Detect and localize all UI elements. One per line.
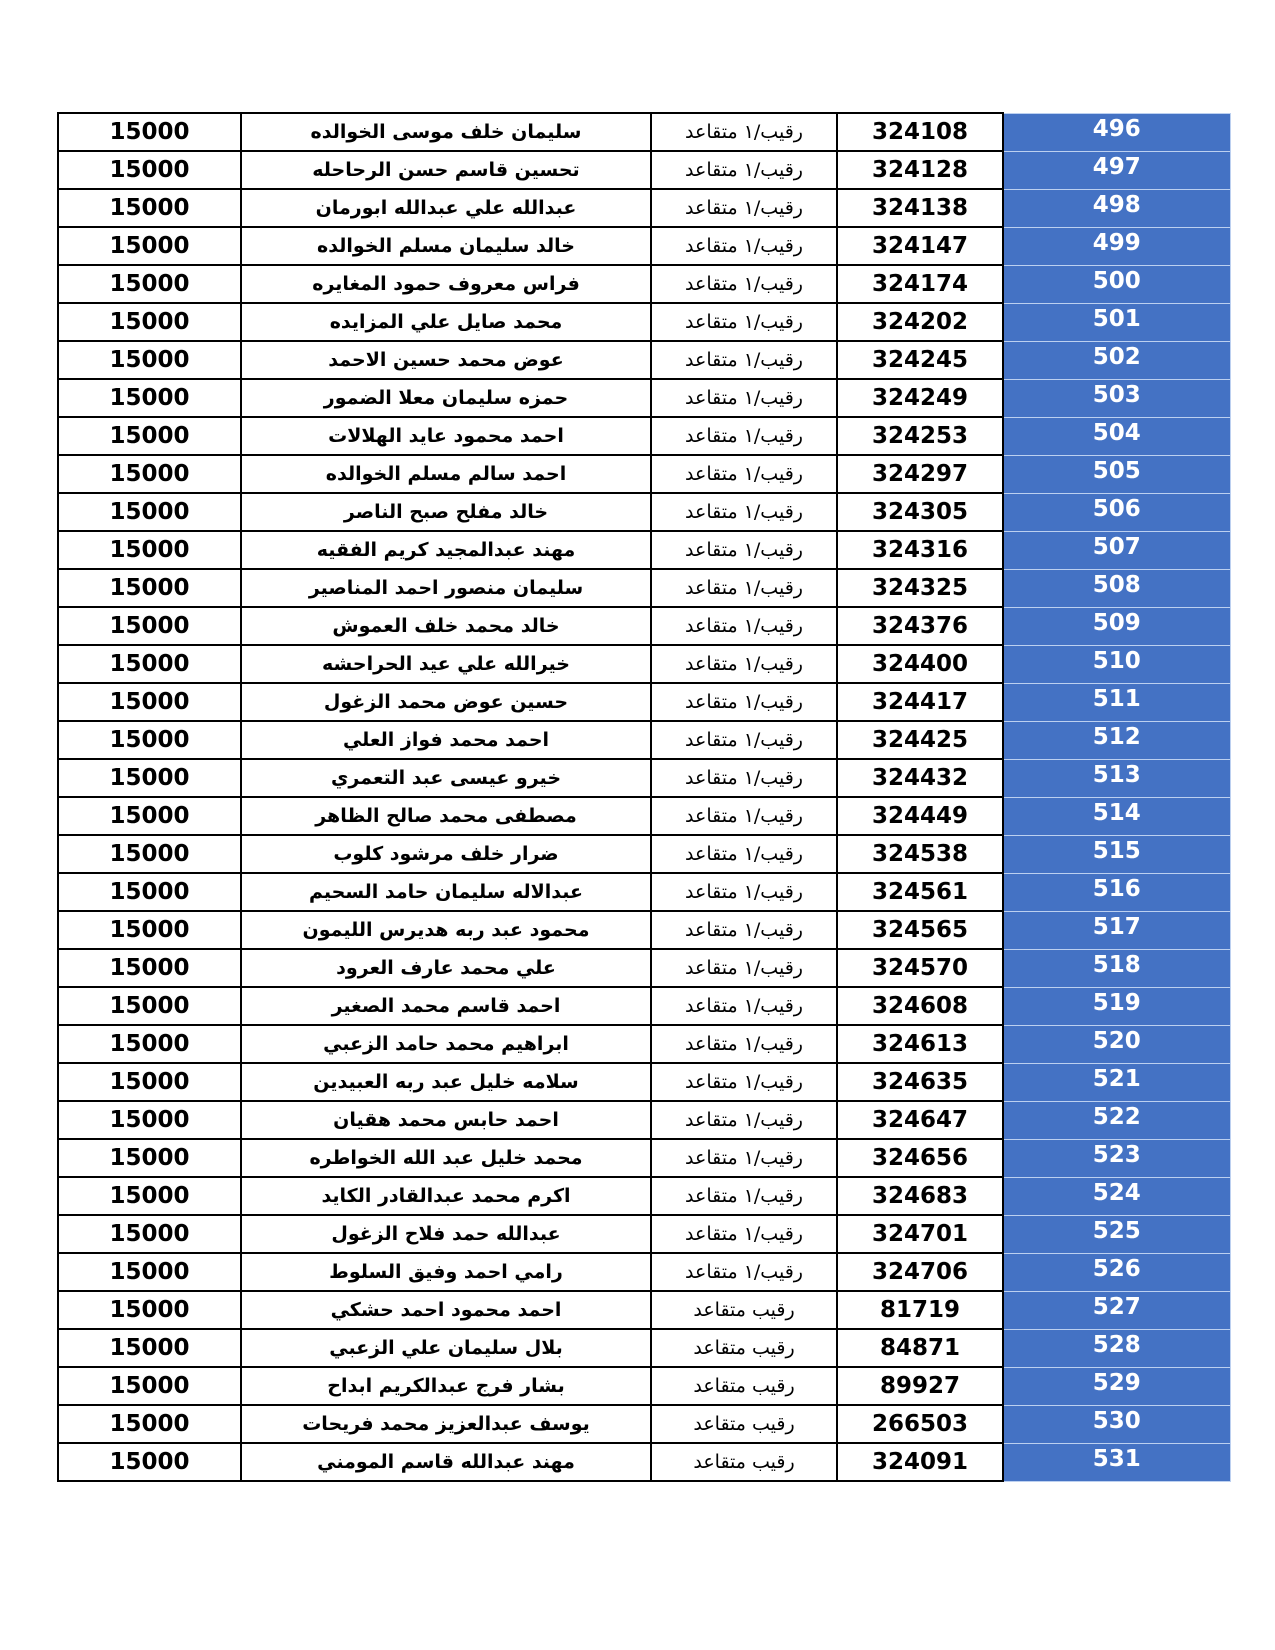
sequence-cell: 507 bbox=[1003, 531, 1230, 569]
name-cell: ضرار خلف مرشود كلوب bbox=[241, 835, 651, 873]
sequence-cell: 526 bbox=[1003, 1253, 1230, 1291]
table-row bbox=[58, 721, 1230, 759]
name-cell: بلال سليمان علي الزعبي bbox=[241, 1329, 651, 1367]
sequence-cell: 516 bbox=[1003, 873, 1230, 911]
amount-cell: 15000 bbox=[58, 1063, 241, 1101]
sequence-cell: 521 bbox=[1003, 1063, 1230, 1101]
id-number-cell: 324325 bbox=[837, 569, 1003, 607]
beneficiaries-table bbox=[57, 112, 1231, 1482]
id-number-cell: 324245 bbox=[837, 341, 1003, 379]
rank-cell: رقيب متقاعد bbox=[651, 1291, 837, 1329]
rank-cell: رقيب/١ متقاعد bbox=[651, 493, 837, 531]
name-cell: مصطفى محمد صالح الظاهر bbox=[241, 797, 651, 835]
id-number-cell: 324635 bbox=[837, 1063, 1003, 1101]
amount-cell: 15000 bbox=[58, 1101, 241, 1139]
sequence-cell: 498 bbox=[1003, 189, 1230, 227]
id-number-cell: 324425 bbox=[837, 721, 1003, 759]
amount-cell: 15000 bbox=[58, 1025, 241, 1063]
name-cell: احمد محمود احمد حشكي bbox=[241, 1291, 651, 1329]
table-row bbox=[58, 1329, 1230, 1367]
id-number-cell: 324128 bbox=[837, 151, 1003, 189]
rank-cell: رقيب/١ متقاعد bbox=[651, 113, 837, 151]
sequence-cell: 497 bbox=[1003, 151, 1230, 189]
rank-cell: رقيب/١ متقاعد bbox=[651, 455, 837, 493]
table-row bbox=[58, 227, 1230, 265]
id-number-cell: 324174 bbox=[837, 265, 1003, 303]
sequence-cell: 529 bbox=[1003, 1367, 1230, 1405]
document-table-container bbox=[57, 112, 1229, 1482]
table-row bbox=[58, 949, 1230, 987]
table-row bbox=[58, 987, 1230, 1025]
rank-cell: رقيب/١ متقاعد bbox=[651, 683, 837, 721]
amount-cell: 15000 bbox=[58, 759, 241, 797]
id-number-cell: 324249 bbox=[837, 379, 1003, 417]
amount-cell: 15000 bbox=[58, 873, 241, 911]
sequence-cell: 517 bbox=[1003, 911, 1230, 949]
id-number-cell: 324570 bbox=[837, 949, 1003, 987]
name-cell: احمد محمد فواز العلي bbox=[241, 721, 651, 759]
name-cell: سليمان منصور احمد المناصير bbox=[241, 569, 651, 607]
rank-cell: رقيب/١ متقاعد bbox=[651, 379, 837, 417]
sequence-cell: 500 bbox=[1003, 265, 1230, 303]
amount-cell: 15000 bbox=[58, 379, 241, 417]
name-cell: محمد خليل عبد الله الخواطره bbox=[241, 1139, 651, 1177]
sequence-cell: 502 bbox=[1003, 341, 1230, 379]
sequence-cell: 509 bbox=[1003, 607, 1230, 645]
table-row bbox=[58, 531, 1230, 569]
sequence-cell: 496 bbox=[1003, 113, 1230, 151]
name-cell: حمزه سليمان معلا الضمور bbox=[241, 379, 651, 417]
sequence-cell: 524 bbox=[1003, 1177, 1230, 1215]
table-row bbox=[58, 1139, 1230, 1177]
id-number-cell: 324647 bbox=[837, 1101, 1003, 1139]
amount-cell: 15000 bbox=[58, 1329, 241, 1367]
name-cell: خالد مفلح صبح الناصر bbox=[241, 493, 651, 531]
table-row bbox=[58, 417, 1230, 455]
name-cell: احمد سالم مسلم الخوالده bbox=[241, 455, 651, 493]
rank-cell: رقيب متقاعد bbox=[651, 1405, 837, 1443]
name-cell: تحسين قاسم حسن الرحاحله bbox=[241, 151, 651, 189]
name-cell: عبدالله علي عبدالله ابورمان bbox=[241, 189, 651, 227]
rank-cell: رقيب/١ متقاعد bbox=[651, 1101, 837, 1139]
amount-cell: 15000 bbox=[58, 1177, 241, 1215]
amount-cell: 15000 bbox=[58, 683, 241, 721]
name-cell: خيرو عيسى عبد التعمري bbox=[241, 759, 651, 797]
name-cell: ابراهيم محمد حامد الزعبي bbox=[241, 1025, 651, 1063]
rank-cell: رقيب/١ متقاعد bbox=[651, 797, 837, 835]
id-number-cell: 324417 bbox=[837, 683, 1003, 721]
sequence-cell: 531 bbox=[1003, 1443, 1230, 1481]
table-row bbox=[58, 1291, 1230, 1329]
name-cell: سليمان خلف موسى الخوالده bbox=[241, 113, 651, 151]
sequence-cell: 506 bbox=[1003, 493, 1230, 531]
id-number-cell: 324316 bbox=[837, 531, 1003, 569]
table-row bbox=[58, 797, 1230, 835]
table-row bbox=[58, 683, 1230, 721]
sequence-cell: 510 bbox=[1003, 645, 1230, 683]
rank-cell: رقيب/١ متقاعد bbox=[651, 1177, 837, 1215]
id-number-cell: 324608 bbox=[837, 987, 1003, 1025]
name-cell: مهند عبدالمجيد كريم الفقيه bbox=[241, 531, 651, 569]
amount-cell: 15000 bbox=[58, 227, 241, 265]
id-number-cell: 324449 bbox=[837, 797, 1003, 835]
name-cell: احمد محمود عايد الهلالات bbox=[241, 417, 651, 455]
name-cell: حسين عوض محمد الزغول bbox=[241, 683, 651, 721]
table-row bbox=[58, 455, 1230, 493]
rank-cell: رقيب/١ متقاعد bbox=[651, 151, 837, 189]
rank-cell: رقيب/١ متقاعد bbox=[651, 911, 837, 949]
rank-cell: رقيب/١ متقاعد bbox=[651, 1215, 837, 1253]
table-row bbox=[58, 379, 1230, 417]
id-number-cell: 81719 bbox=[837, 1291, 1003, 1329]
sequence-cell: 530 bbox=[1003, 1405, 1230, 1443]
sequence-cell: 520 bbox=[1003, 1025, 1230, 1063]
id-number-cell: 324683 bbox=[837, 1177, 1003, 1215]
amount-cell: 15000 bbox=[58, 797, 241, 835]
rank-cell: رقيب/١ متقاعد bbox=[651, 949, 837, 987]
rank-cell: رقيب متقاعد bbox=[651, 1367, 837, 1405]
sequence-cell: 501 bbox=[1003, 303, 1230, 341]
table-row bbox=[58, 303, 1230, 341]
amount-cell: 15000 bbox=[58, 1367, 241, 1405]
id-number-cell: 324376 bbox=[837, 607, 1003, 645]
table-row bbox=[58, 113, 1230, 151]
table-row bbox=[58, 873, 1230, 911]
id-number-cell: 266503 bbox=[837, 1405, 1003, 1443]
amount-cell: 15000 bbox=[58, 455, 241, 493]
amount-cell: 15000 bbox=[58, 721, 241, 759]
rank-cell: رقيب/١ متقاعد bbox=[651, 1063, 837, 1101]
sequence-cell: 508 bbox=[1003, 569, 1230, 607]
name-cell: علي محمد عارف العرود bbox=[241, 949, 651, 987]
name-cell: محمد صايل علي المزايده bbox=[241, 303, 651, 341]
id-number-cell: 89927 bbox=[837, 1367, 1003, 1405]
rank-cell: رقيب/١ متقاعد bbox=[651, 341, 837, 379]
amount-cell: 15000 bbox=[58, 531, 241, 569]
table-row bbox=[58, 911, 1230, 949]
table-row bbox=[58, 1215, 1230, 1253]
table-row bbox=[58, 493, 1230, 531]
amount-cell: 15000 bbox=[58, 417, 241, 455]
rank-cell: رقيب/١ متقاعد bbox=[651, 873, 837, 911]
name-cell: بشار فرج عبدالكريم ابداح bbox=[241, 1367, 651, 1405]
table-row bbox=[58, 1177, 1230, 1215]
table-row bbox=[58, 265, 1230, 303]
id-number-cell: 324253 bbox=[837, 417, 1003, 455]
table-row bbox=[58, 569, 1230, 607]
amount-cell: 15000 bbox=[58, 835, 241, 873]
amount-cell: 15000 bbox=[58, 607, 241, 645]
amount-cell: 15000 bbox=[58, 341, 241, 379]
table-body bbox=[58, 113, 1230, 1481]
name-cell: محمود عبد ربه هديرس الليمون bbox=[241, 911, 651, 949]
amount-cell: 15000 bbox=[58, 569, 241, 607]
rank-cell: رقيب/١ متقاعد bbox=[651, 531, 837, 569]
rank-cell: رقيب/١ متقاعد bbox=[651, 1253, 837, 1291]
rank-cell: رقيب/١ متقاعد bbox=[651, 835, 837, 873]
rank-cell: رقيب/١ متقاعد bbox=[651, 759, 837, 797]
table-row bbox=[58, 1063, 1230, 1101]
rank-cell: رقيب/١ متقاعد bbox=[651, 303, 837, 341]
amount-cell: 15000 bbox=[58, 113, 241, 151]
name-cell: رامي احمد وفيق السلوط bbox=[241, 1253, 651, 1291]
rank-cell: رقيب/١ متقاعد bbox=[651, 1025, 837, 1063]
table-row bbox=[58, 151, 1230, 189]
amount-cell: 15000 bbox=[58, 1291, 241, 1329]
table-row bbox=[58, 1443, 1230, 1481]
id-number-cell: 324613 bbox=[837, 1025, 1003, 1063]
amount-cell: 15000 bbox=[58, 1443, 241, 1481]
table-row bbox=[58, 1253, 1230, 1291]
name-cell: عبدالله حمد فلاح الزغول bbox=[241, 1215, 651, 1253]
rank-cell: رقيب/١ متقاعد bbox=[651, 987, 837, 1025]
name-cell: خالد سليمان مسلم الخوالده bbox=[241, 227, 651, 265]
sequence-cell: 519 bbox=[1003, 987, 1230, 1025]
name-cell: خيرالله علي عيد الحراحشه bbox=[241, 645, 651, 683]
table-row bbox=[58, 1405, 1230, 1443]
sequence-cell: 525 bbox=[1003, 1215, 1230, 1253]
amount-cell: 15000 bbox=[58, 189, 241, 227]
table-row bbox=[58, 759, 1230, 797]
sequence-cell: 513 bbox=[1003, 759, 1230, 797]
name-cell: خالد محمد خلف العموش bbox=[241, 607, 651, 645]
sequence-cell: 522 bbox=[1003, 1101, 1230, 1139]
sequence-cell: 514 bbox=[1003, 797, 1230, 835]
id-number-cell: 84871 bbox=[837, 1329, 1003, 1367]
id-number-cell: 324305 bbox=[837, 493, 1003, 531]
name-cell: مهند عبدالله قاسم المومني bbox=[241, 1443, 651, 1481]
id-number-cell: 324400 bbox=[837, 645, 1003, 683]
name-cell: فراس معروف حمود المغايره bbox=[241, 265, 651, 303]
amount-cell: 15000 bbox=[58, 1253, 241, 1291]
name-cell: يوسف عبدالعزيز محمد فريحات bbox=[241, 1405, 651, 1443]
sequence-cell: 499 bbox=[1003, 227, 1230, 265]
sequence-cell: 518 bbox=[1003, 949, 1230, 987]
name-cell: عبدالاله سليمان حامد السحيم bbox=[241, 873, 651, 911]
id-number-cell: 324565 bbox=[837, 911, 1003, 949]
sequence-cell: 515 bbox=[1003, 835, 1230, 873]
id-number-cell: 324561 bbox=[837, 873, 1003, 911]
amount-cell: 15000 bbox=[58, 645, 241, 683]
table-row bbox=[58, 341, 1230, 379]
sequence-cell: 528 bbox=[1003, 1329, 1230, 1367]
name-cell: احمد حابس محمد هقيان bbox=[241, 1101, 651, 1139]
id-number-cell: 324538 bbox=[837, 835, 1003, 873]
rank-cell: رقيب/١ متقاعد bbox=[651, 721, 837, 759]
rank-cell: رقيب/١ متقاعد bbox=[651, 645, 837, 683]
amount-cell: 15000 bbox=[58, 987, 241, 1025]
rank-cell: رقيب متقاعد bbox=[651, 1443, 837, 1481]
name-cell: سلامه خليل عبد ربه العبيدين bbox=[241, 1063, 651, 1101]
id-number-cell: 324091 bbox=[837, 1443, 1003, 1481]
sequence-cell: 512 bbox=[1003, 721, 1230, 759]
id-number-cell: 324138 bbox=[837, 189, 1003, 227]
sequence-cell: 527 bbox=[1003, 1291, 1230, 1329]
amount-cell: 15000 bbox=[58, 1139, 241, 1177]
rank-cell: رقيب متقاعد bbox=[651, 1329, 837, 1367]
sequence-cell: 511 bbox=[1003, 683, 1230, 721]
rank-cell: رقيب/١ متقاعد bbox=[651, 189, 837, 227]
id-number-cell: 324656 bbox=[837, 1139, 1003, 1177]
name-cell: عوض محمد حسين الاحمد bbox=[241, 341, 651, 379]
table-row bbox=[58, 835, 1230, 873]
amount-cell: 15000 bbox=[58, 1405, 241, 1443]
amount-cell: 15000 bbox=[58, 949, 241, 987]
table-row bbox=[58, 1101, 1230, 1139]
amount-cell: 15000 bbox=[58, 493, 241, 531]
id-number-cell: 324701 bbox=[837, 1215, 1003, 1253]
amount-cell: 15000 bbox=[58, 911, 241, 949]
name-cell: احمد قاسم محمد الصغير bbox=[241, 987, 651, 1025]
name-cell: اكرم محمد عبدالقادر الكايد bbox=[241, 1177, 651, 1215]
table-row bbox=[58, 189, 1230, 227]
table-row bbox=[58, 645, 1230, 683]
rank-cell: رقيب/١ متقاعد bbox=[651, 417, 837, 455]
rank-cell: رقيب/١ متقاعد bbox=[651, 607, 837, 645]
table-row bbox=[58, 1025, 1230, 1063]
amount-cell: 15000 bbox=[58, 303, 241, 341]
id-number-cell: 324432 bbox=[837, 759, 1003, 797]
rank-cell: رقيب/١ متقاعد bbox=[651, 569, 837, 607]
id-number-cell: 324147 bbox=[837, 227, 1003, 265]
sequence-cell: 504 bbox=[1003, 417, 1230, 455]
id-number-cell: 324108 bbox=[837, 113, 1003, 151]
rank-cell: رقيب/١ متقاعد bbox=[651, 265, 837, 303]
sequence-cell: 505 bbox=[1003, 455, 1230, 493]
table-row bbox=[58, 607, 1230, 645]
amount-cell: 15000 bbox=[58, 1215, 241, 1253]
sequence-cell: 503 bbox=[1003, 379, 1230, 417]
rank-cell: رقيب/١ متقاعد bbox=[651, 227, 837, 265]
amount-cell: 15000 bbox=[58, 265, 241, 303]
table-row bbox=[58, 1367, 1230, 1405]
id-number-cell: 324202 bbox=[837, 303, 1003, 341]
rank-cell: رقيب/١ متقاعد bbox=[651, 1139, 837, 1177]
id-number-cell: 324297 bbox=[837, 455, 1003, 493]
amount-cell: 15000 bbox=[58, 151, 241, 189]
sequence-cell: 523 bbox=[1003, 1139, 1230, 1177]
id-number-cell: 324706 bbox=[837, 1253, 1003, 1291]
